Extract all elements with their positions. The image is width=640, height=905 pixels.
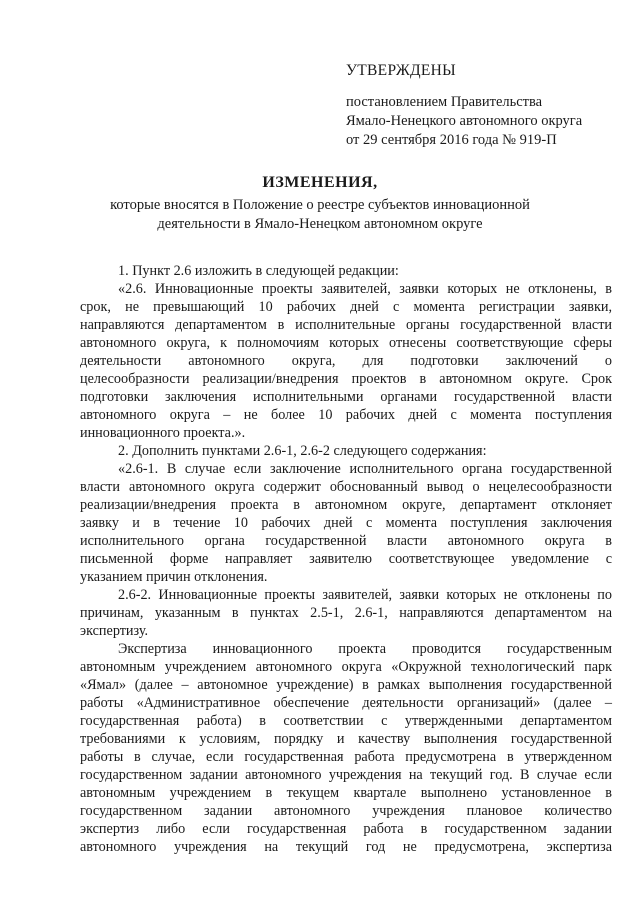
body-line: исполнительного органа государственной власти автономного округа в (80, 533, 612, 549)
body-line: указанием причин отклонения. (80, 569, 268, 585)
document-subtitle (0, 196, 640, 234)
body-line: срок, не превышающий 10 рабочих дней с момента регистрации заявки, (80, 299, 612, 315)
subtitle-line: деятельности в Ямало-Ненецком автономном округе (157, 216, 483, 232)
body-line: государственная работа) в соответствии с утвержденными департаментом (80, 713, 612, 729)
body-line: автономного учреждения на текущий год не предусмотрена, экспертиза (80, 839, 612, 855)
body-line: власти автономного округа содержит обоснованный вывод о нецелесообразности (80, 479, 612, 495)
body-line: деятельности автономного округа, для подготовки заключений о (80, 353, 612, 369)
body-line: «2.6. Инновационные проекты заявителей, заявки которых не отклонены, в (118, 281, 612, 297)
approval-line: Ямало-Ненецкого автономного округа (346, 113, 583, 129)
body-line: работы в случае, если государственная работа предусмотрена в утвержденном (80, 749, 612, 765)
body-line: 2.6-2. Инновационные проекты заявителей, заявки которых не отклонены по (118, 587, 612, 603)
body-line: «2.6-1. В случае если заключение исполнительного органа государственной (118, 461, 612, 477)
body-line: причинам, указанным в пунктах 2.5-1, 2.6-1, направляются департаментом на (80, 605, 612, 621)
body-line: письменной форме направляет заявителю соответствующее уведомление с (80, 551, 612, 567)
approval-line: от 29 сентября 2016 года № 919-П (346, 132, 557, 148)
document-body (80, 262, 612, 856)
body-line: государственном задании автономного учреждения на текущий год. В случае если (80, 767, 612, 783)
body-line: 2. Дополнить пунктами 2.6-1, 2.6-2 следующего содержания: (118, 443, 487, 459)
body-line: Экспертиза инновационного проекта проводится государственным (118, 641, 612, 657)
body-line: 1. Пункт 2.6 изложить в следующей редакции: (118, 263, 399, 279)
body-line: автономного округа – не более 10 рабочих дней с момента поступления (80, 407, 612, 423)
body-line: государственном задании автономного учреждения плановое количество (80, 803, 612, 819)
approval-stamp-heading: УТВЕРЖДЕНЫ (346, 62, 456, 79)
body-line: направляются департаментом в исполнительные органы государственной власти (80, 317, 612, 333)
approval-line: постановлением Правительства (346, 94, 543, 110)
body-line: экспертиз либо если государственная работа в государственном задании (80, 821, 612, 837)
body-line: инновационного проекта.». (80, 425, 246, 441)
approval-details (346, 93, 626, 150)
subtitle-line: которые вносятся в Положение о реестре субъектов инновационной (110, 197, 530, 213)
body-line: подготовки заключения исполнительными органами государственной власти (80, 389, 612, 405)
body-line: автономным учреждением автономного округа «Окружной технологический парк (80, 659, 612, 675)
body-line: «Ямал» (далее – автономное учреждение) в рамках выполнения государственной (80, 677, 612, 693)
document-title: ИЗМЕНЕНИЯ, (262, 174, 378, 191)
body-line: требованиями к условиям, порядку и качеству выполнения государственной (80, 731, 612, 747)
body-line: автономным учреждением в текущем квартале выполнено установленное в (80, 785, 612, 801)
body-line: целесообразности реализации/внедрения проектов в автономном округе. Срок (80, 371, 612, 387)
body-line: реализации/внедрения проекта в автономном округе, департамент отклоняет (80, 497, 612, 513)
body-line: экспертизу. (80, 623, 149, 639)
body-line: работы «Административное обеспечение деятельности организаций» (далее – (80, 695, 612, 711)
body-line: заявку и в течение 10 рабочих дней с момента поступления заключения (80, 515, 612, 531)
body-line: автономного округа, к полномочиям которых отнесены соответствующие сферы (80, 335, 612, 351)
